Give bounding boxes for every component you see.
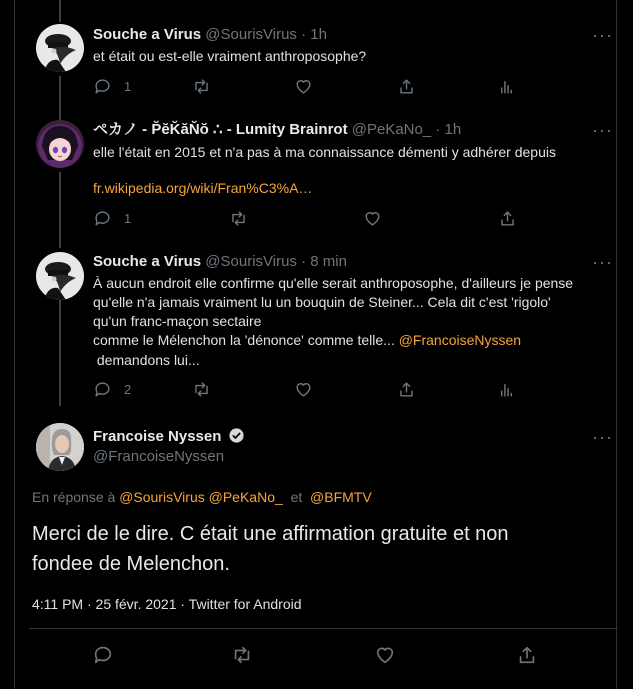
tweet-text-line: À aucun endroit elle confirme qu'elle serait anthroposophe, d'ailleurs je pense [93, 275, 574, 291]
like-icon [294, 77, 313, 96]
retweet-icon [192, 380, 211, 399]
more-icon[interactable]: ··· [592, 25, 613, 45]
and-word: et [290, 489, 303, 505]
anime-avatar-icon [36, 120, 84, 168]
tweet-text-line [93, 330, 521, 350]
author-name[interactable]: Souche a Virus [93, 26, 202, 43]
retweet-icon [192, 77, 211, 96]
share-button[interactable] [397, 76, 416, 96]
more-icon[interactable]: ··· [592, 252, 613, 272]
author-name-row [93, 427, 245, 447]
reply-count: 1 [124, 78, 132, 94]
share-button[interactable] [498, 208, 517, 228]
plague-doctor-avatar-icon [36, 24, 84, 72]
author-handle[interactable]: @SourisVirus [205, 26, 297, 43]
thread-line [59, 0, 61, 22]
tweet-text: et était ou est-elle vraiment anthroposophe? [93, 48, 367, 64]
retweet-button[interactable] [229, 208, 248, 228]
tweet-text-line: qu'un franc-maçon sectaire [93, 313, 262, 329]
reply-button[interactable] [92, 643, 114, 667]
avatar[interactable] [36, 24, 84, 72]
analytics-icon [497, 380, 516, 399]
like-icon [374, 644, 396, 666]
thread-line [59, 172, 61, 248]
retweet-icon [229, 209, 248, 228]
main-tweet-text-line: Merci de le dire. C était une affirmation gratuite et non [32, 523, 509, 545]
tweet-time[interactable]: 1h [310, 26, 327, 43]
author-handle[interactable]: @SourisVirus [205, 253, 297, 270]
like-icon [294, 380, 313, 399]
reply-button[interactable] [93, 208, 131, 228]
tweet-text-line: qu'elle n'a jamais vraiment lu un bouquin de Steiner... Cela dit c'est 'rigolo' [93, 294, 551, 310]
author-name[interactable]: Francoise Nyssen [93, 428, 222, 445]
tweet-header: Souche a Virus @SourisVirus · 8 min [93, 253, 347, 270]
retweet-button[interactable] [231, 643, 253, 667]
tweet-text-fragment: comme le Mélenchon la 'dénonce' comme telle... [93, 332, 399, 348]
avatar[interactable] [36, 423, 84, 471]
divider [29, 628, 618, 629]
tweet-header: ペカノ - P̆ĕK̆ăN̆ŏ ∴ - Lumity Brainrot @PeKaNo_ · 1h [93, 121, 462, 138]
author-handle[interactable]: @PeKaNo_ [351, 121, 432, 138]
main-tweet-text-line: fondee de Melenchon. [32, 553, 230, 575]
mention-link[interactable]: @SourisVirus [119, 489, 205, 505]
like-button[interactable] [374, 643, 396, 667]
reply-button[interactable] [93, 76, 131, 96]
more-icon[interactable]: ··· [592, 427, 613, 447]
tweet-meta[interactable]: 4:11 PM · 25 févr. 2021 · Twitter for Android [32, 596, 302, 612]
share-button[interactable] [516, 643, 538, 667]
avatar[interactable] [36, 252, 84, 300]
author-name[interactable]: Souche a Virus [93, 253, 202, 270]
plague-doctor-avatar-icon [36, 252, 84, 300]
thread-line [59, 300, 61, 406]
mention-link[interactable]: @BFMTV [310, 489, 372, 505]
author-name[interactable]: ペカノ - P̆ĕK̆ăN̆ŏ ∴ - Lumity Brainrot [93, 121, 348, 138]
more-icon[interactable]: ··· [592, 120, 613, 140]
reply-context [32, 487, 372, 507]
retweet-icon [231, 644, 253, 666]
tweet-header: Souche a Virus @SourisVirus · 1h [93, 26, 327, 43]
profile-photo-avatar-icon [36, 423, 84, 471]
share-icon [397, 77, 416, 96]
analytics-button[interactable] [497, 76, 516, 96]
reply-count: 1 [124, 210, 132, 226]
reply-prefix: En réponse à [32, 489, 116, 505]
mention-link[interactable]: @FrancoiseNyssen [398, 332, 522, 348]
like-button[interactable] [363, 208, 382, 228]
share-icon [516, 644, 538, 666]
analytics-button[interactable] [497, 379, 516, 399]
reply-icon [93, 77, 112, 96]
thread-line [59, 76, 61, 120]
tweet-time[interactable]: 8 min [310, 253, 347, 270]
reply-button[interactable] [93, 379, 131, 399]
tweet-link[interactable]: fr.wikipedia.org/wiki/Fran%C3%A… [93, 180, 313, 196]
retweet-button[interactable] [192, 76, 211, 96]
reply-icon [93, 209, 112, 228]
author-handle[interactable]: @FrancoiseNyssen [93, 448, 225, 465]
like-button[interactable] [294, 379, 313, 399]
reply-icon [93, 380, 112, 399]
reply-icon [92, 644, 114, 666]
verified-icon [228, 427, 245, 444]
retweet-button[interactable] [192, 379, 211, 399]
avatar[interactable] [36, 120, 84, 168]
analytics-icon [497, 77, 516, 96]
tweet-time[interactable]: 1h [444, 121, 462, 138]
tweet-text: elle l'était en 2015 et n'a pas à ma connaissance démenti y adhérer depuis [93, 144, 556, 160]
like-icon [363, 209, 382, 228]
share-icon [397, 380, 416, 399]
mention-link[interactable]: @PeKaNo_ [208, 489, 283, 505]
tweet-text-line: demandons lui... [93, 352, 200, 368]
share-button[interactable] [397, 379, 416, 399]
reply-count: 2 [124, 381, 132, 397]
share-icon [498, 209, 517, 228]
like-button[interactable] [294, 76, 313, 96]
